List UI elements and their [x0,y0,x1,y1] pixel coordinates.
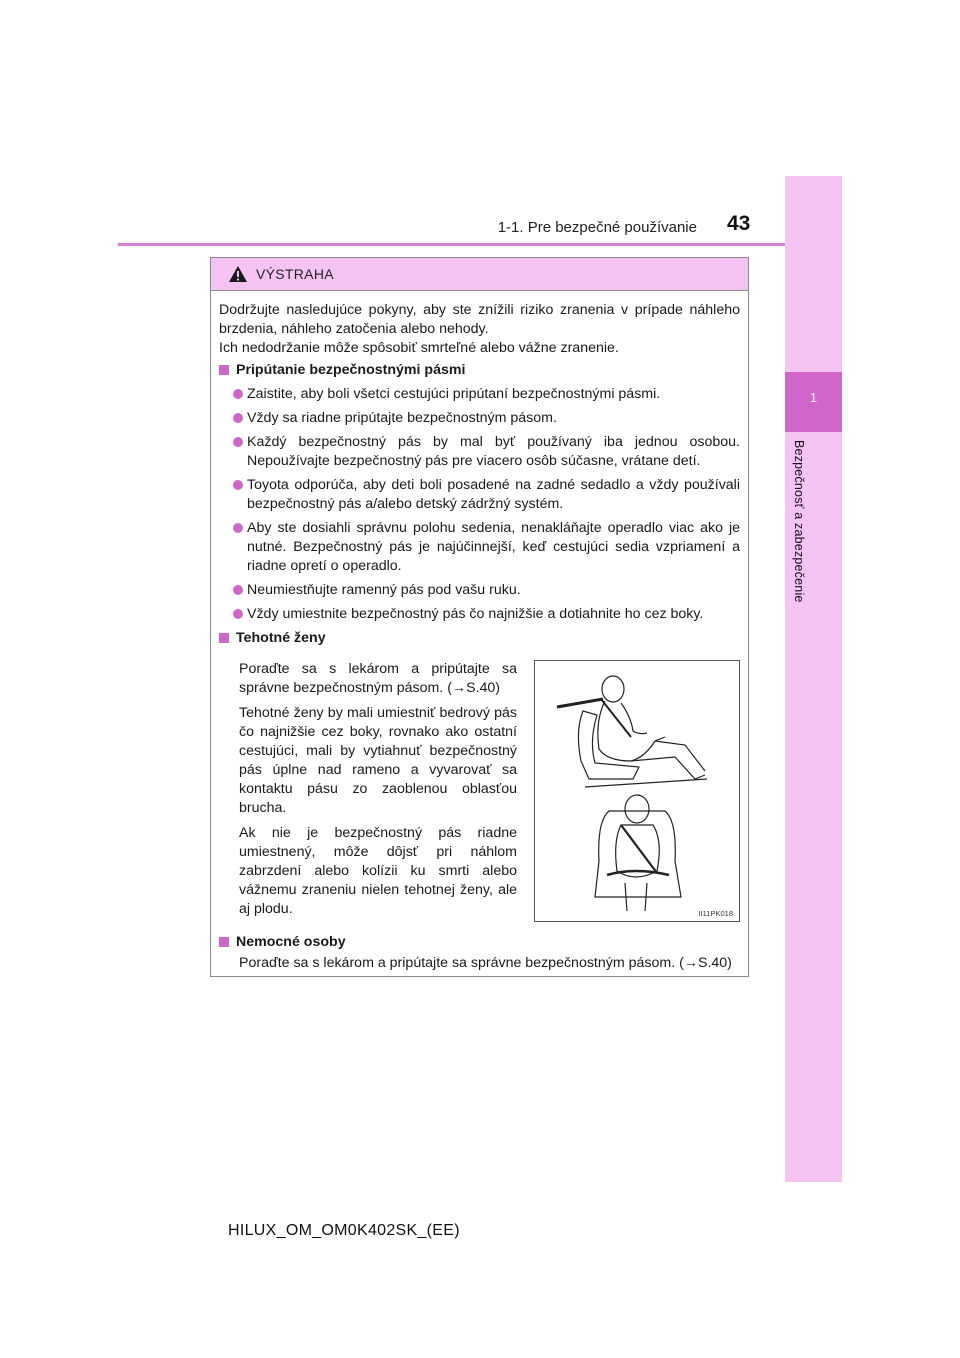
paragraph: Poraďte sa s lekárom a pripútajte sa správne bezpečnostným pásom. (→S.40) [239,955,732,971]
round-bullet-icon [233,389,243,399]
chapter-number: 1 [809,390,818,405]
round-bullet-icon [233,523,243,533]
section-heading: Pripútanie bezpečnostnými pásmi [219,361,740,380]
list-item: Zaistite, aby boli všetci cestujúci pripútaní bezpečnostnými pásmi. [219,385,740,404]
warning-triangle-icon [228,265,248,283]
list-item: Vždy umiestnite bezpečnostný pás čo najnižšie a dotiahnite ho cez boky. [219,605,740,624]
round-bullet-icon [233,480,243,490]
list-item: Každý bezpečnostný pás by mal byť používaný iba jednou osobou. Nepoužívajte bezpečnostný pás pre viacero osôb súčasne, vrátane detí. [219,433,740,471]
round-bullet-icon [233,413,243,423]
warning-title: VÝSTRAHA [256,266,334,282]
square-bullet-icon [219,633,229,643]
square-bullet-icon [219,365,229,375]
page-number: 43 [727,212,751,235]
section-heading: Tehotné ženy [219,629,740,648]
warning-consequence: Ich nedodržanie môže spôsobiť smrteľné alebo vážne zranenie. [219,340,619,356]
square-bullet-icon [219,937,229,947]
seatbelt-illustration [535,661,739,921]
pregnant-text [239,651,517,925]
warning-box [210,257,749,977]
sick-persons-text [219,954,740,973]
figure-code: II11PK018 [698,909,733,918]
pregnant-section [219,651,740,925]
warning-header [211,258,748,291]
list-item: Vždy sa riadne pripútajte bezpečnostným pásom. [219,409,740,428]
paragraph: Tehotné ženy by mali umiestniť bedrový pás čo najnižšie cez boky, rovnako ako ostatní cestujúci, mali by vytiahnuť bezpečnostný pás úplne nad rameno a vyvarovať sa kontaktu pásu zo zaoblenou oblasťou brucha. [239,705,517,816]
manual-code: HILUX_OM_OM0K402SK_(EE) [228,1222,460,1239]
list-item: Toyota odporúča, aby deti boli posadené na zadné sedadlo a vždy používali bezpečnostný pás a/alebo detský zádržný systém. [219,476,740,514]
list-item: Aby ste dosiahli správnu polohu sedenia, nenakláňajte operadlo viac ako je nutné. Bezpečnostný pás je najúčinnejší, keď cestujúci sedia vzpriamení a riadne opretí o operadlo. [219,519,740,576]
chapter-title: Bezpečnosť a zabezpečenie [792,440,806,603]
list-item: Neumiestňujte ramenný pás pod vašu ruku. [219,581,740,600]
section-heading: Nemocné osoby [219,933,740,952]
chapter-side-tab [785,176,842,1182]
paragraph: Ak nie je bezpečnostný pás riadne umiestnený, môže dôjsť pri náhlom zabrzdení alebo kolízii ku smrti alebo vážnemu zraneniu nielen tehotnej ženy, ale aj plodu. [239,825,517,917]
round-bullet-icon [233,609,243,619]
round-bullet-icon [233,437,243,447]
header-rule [118,243,785,246]
round-bullet-icon [233,585,243,595]
section-title: 1-1. Pre bezpečné používanie [497,219,697,236]
warning-intro: Dodržujte nasledujúce pokyny, aby ste znížili riziko zranenia v prípade náhleho brzdenia, náhleho zatočenia alebo nehody. [219,302,740,337]
paragraph: Poraďte sa s lekárom a pripútajte sa správne bezpečnostným pásom. (→S.40) [239,661,517,696]
warning-content [211,291,748,973]
pregnant-seatbelt-figure [534,660,740,922]
